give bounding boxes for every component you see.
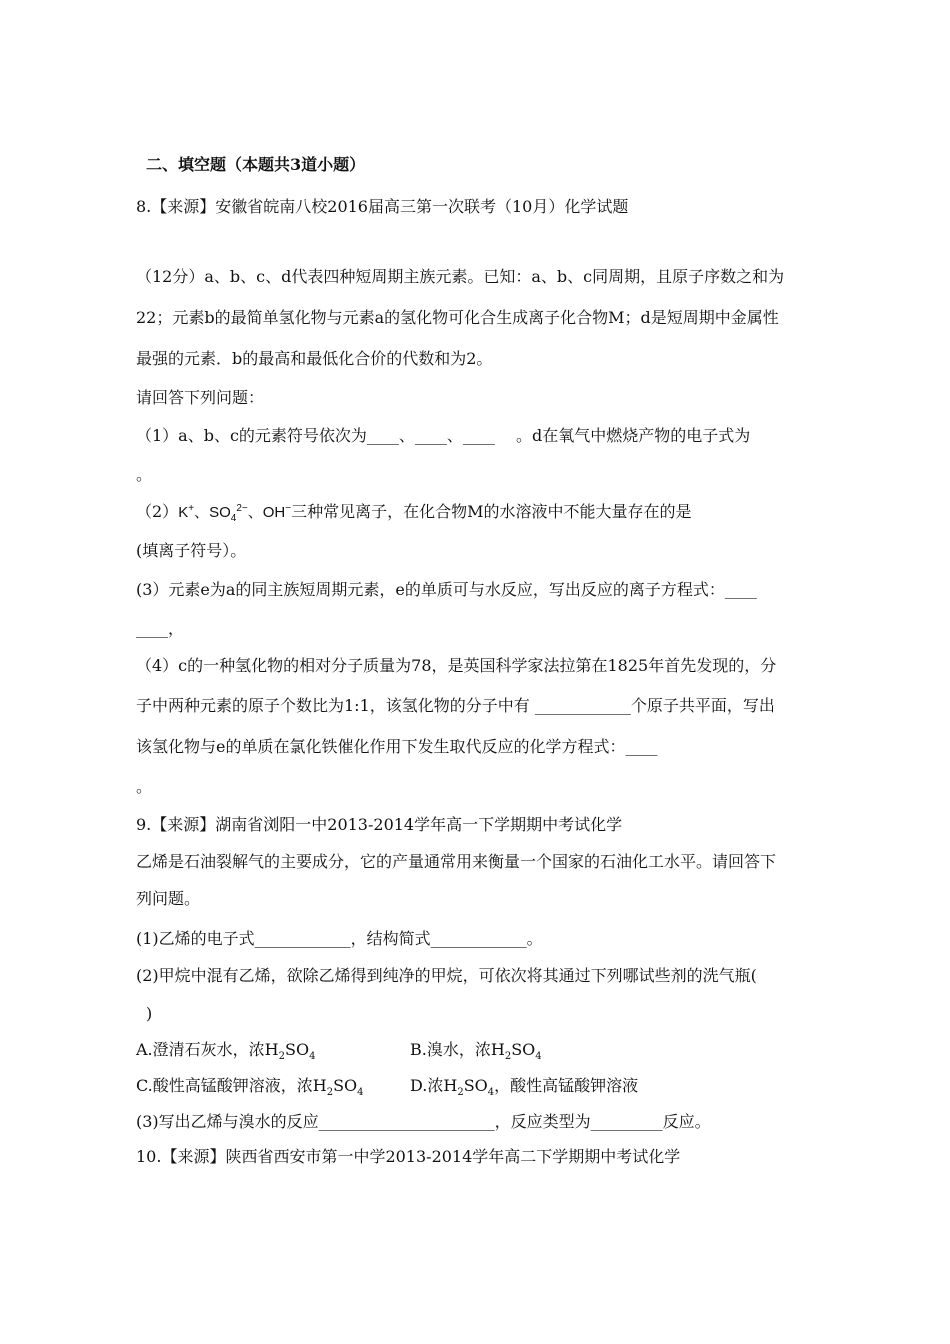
q10-source: 10.【来源】陕西省西安市第一中学2013-2014学年高二下学期期中考试化学 — [136, 1147, 681, 1166]
q9-stem-line1: 乙烯是石油裂解气的主要成分，它的产量通常用来衡量一个国家的石油化工水平。请回答下 — [136, 852, 777, 871]
q9-option-b: B.溴水，浓$H_2SO_4$ — [410, 1040, 542, 1063]
q9-option-d: D.浓$H_2SO_4$，酸性高锰酸钾溶液 — [410, 1076, 639, 1099]
q8-source: 8.【来源】安徽省皖南八校2016届高三第一次联考（10月）化学试题 — [136, 197, 629, 216]
q8-part1-line1: （1）a、b、c的元素符号依次为____、____、____ 。d在氧气中燃烧产物的电子式为 — [136, 426, 751, 445]
q8-stem-line3: 最强的元素．b的最高和最低化合价的代数和为2。 — [136, 349, 493, 368]
q8-part2-prefix: （2） — [136, 502, 179, 521]
q8-part3-line1: (3）元素e为a的同主族短周期元素，e的单质可与水反应，写出反应的离子方程式：____ — [136, 580, 757, 599]
q8-part4-line3: 该氢化物与e的单质在氯化铁催化作用下发生取代反应的化学方程式：____ — [136, 737, 658, 756]
q8-prompt: 请回答下列问题： — [136, 388, 265, 407]
q9-option-c: C.酸性高锰酸钾溶液，浓$H_2SO_4$ — [136, 1076, 364, 1099]
ion-formulas: K+、$SO_4^{2-}$、OH− — [178, 503, 292, 524]
q8-part4-line1: （4）c的一种氢化物的相对分子质量为78，是英国科学家法拉第在1825年首先发现的，分 — [136, 656, 777, 675]
q8-part2-line1 — [136, 499, 691, 529]
q8-part2-text: 三种常见离子，在化合物M的水溶液中不能大量存在的是 — [291, 502, 692, 521]
q8-part4-line2: 子中两种元素的原子个数比为1:1，该氢化物的分子中有 ____________个原子共平面，写出 — [136, 696, 775, 715]
q8-stem-line1: （12分）a、b、c、d代表四种短周期主族元素。已知：a、b、c同周期，且原子序数之和为 — [136, 267, 785, 286]
q9-source: 9.【来源】湖南省浏阳一中2013-2014学年高一下学期期中考试化学 — [136, 815, 623, 834]
q8-stem-line2: 22；元素b的最简单氢化物与元素a的氢化物可化合生成离子化合物M；d是短周期中金属性 — [136, 308, 779, 327]
q9-stem-line2: 列问题。 — [136, 889, 201, 908]
q9-part2-line1: (2)甲烷中混有乙烯，欲除乙烯得到纯净的甲烷，可依次将其通过下列哪试些剂的洗气瓶( — [136, 966, 757, 985]
q9-part2-line2: ) — [146, 1004, 153, 1023]
q8-part4-line4: 。 — [136, 777, 153, 796]
section-title: 二、填空题（本题共3道小题） — [146, 155, 366, 174]
q8-part3-line2: ____， — [136, 619, 185, 638]
q8-part1-line2: 。 — [136, 465, 153, 484]
q8-part2-line2: (填离子符号）。 — [136, 541, 247, 560]
q9-part3: (3)写出乙烯与溴水的反应______________________，反应类型为_________反应。 — [136, 1112, 711, 1131]
q9-part1: (1)乙烯的电子式____________，结构简式____________。 — [136, 929, 543, 948]
q9-option-a: A.澄清石灰水，浓$H_2SO_4$ — [136, 1040, 316, 1063]
